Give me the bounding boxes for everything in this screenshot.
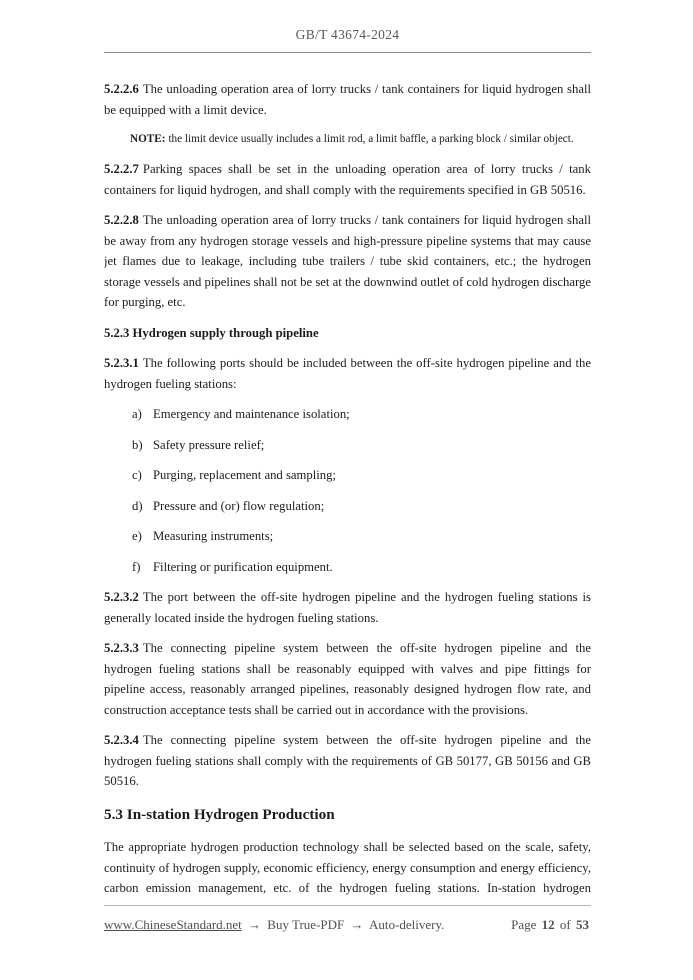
heading-53: 5.3 In-station Hydrogen Production <box>104 805 335 823</box>
footer-delivery-text: Auto-delivery. <box>369 917 445 932</box>
list-marker: b) <box>132 437 143 452</box>
clause-text: The unloading operation area of lorry trucks / tank containers for liquid hydrogen shall be equipped with a limit device. <box>104 82 591 117</box>
list-item <box>104 465 591 486</box>
clause-5233 <box>104 638 591 720</box>
page-label: Page <box>511 917 537 932</box>
of-label: of <box>559 917 571 932</box>
clause-number: 5.2.2.8 <box>104 213 139 227</box>
list-marker: a) <box>132 407 142 421</box>
arrow-right-icon: → <box>248 917 262 932</box>
clause-number: 5.2.3.4 <box>104 733 139 747</box>
list-marker: f) <box>132 559 141 574</box>
list-marker: e) <box>132 529 142 543</box>
clause-5226 <box>104 79 591 120</box>
footer-website-link[interactable]: www.ChineseStandard.net <box>104 917 242 932</box>
clause-number: 5.2.3.3 <box>104 641 139 655</box>
note-text: the limit device usually includes a limit rod, a limit baffle, a parking block / similar object. <box>168 133 574 145</box>
list-item-text: Pressure and (or) flow regulation; <box>153 498 325 513</box>
clause-text: The connecting pipeline system between the off-site hydrogen pipeline and the hydrogen fueling stations shall comply with the requirements of GB 50177, GB 50156 and GB 50516. <box>104 733 591 788</box>
page-body <box>104 53 591 903</box>
clause-number: 5.2.3.1 <box>104 356 139 370</box>
list-item-text: Filtering or purification equipment. <box>153 559 333 574</box>
clause-text: The port between the off-site hydrogen pipeline and the hydrogen fueling stations is generally located inside the hydrogen fueling stations. <box>104 590 591 625</box>
list-item <box>104 435 591 456</box>
page-indicator <box>511 917 591 933</box>
list-item-text: Safety pressure relief; <box>153 437 265 452</box>
clause-5228 <box>104 210 591 313</box>
list-marker: d) <box>132 498 143 513</box>
page-current: 12 <box>541 917 555 932</box>
clause-text: The following ports should be included between the off-site hydrogen pipeline and the hydrogen fueling stations: <box>104 356 591 391</box>
list-item-text: Measuring instruments; <box>153 529 274 543</box>
clause-5231 <box>104 353 591 394</box>
clause-text: The connecting pipeline system between the off-site hydrogen pipeline and the hydrogen fueling stations shall be reasonably equipped with valves and pipe fittings for pipeline access, reasonably arranged pipelines, reasonably designed hydrogen flow rate, and construction acceptance tests shall be carried out in accordance with the provisions. <box>104 641 591 717</box>
clause-text: The unloading operation area of lorry trucks / tank containers for liquid hydrogen shall be away from any hydrogen storage vessels and high-pressure pipeline systems that may cause jet flames due to leakage, including tube trailers / tube skid containers, etc.; the hydrogen storage vessels and pipelines shall not be set at the downwind outlet of cold hydrogen discharge for purging, etc. <box>104 213 591 309</box>
list-item-text: Emergency and maintenance isolation; <box>153 407 350 421</box>
clause-text: Parking spaces shall be set in the unloading operation area of lorry trucks / tank containers for liquid hydrogen, and shall comply with the requirements specified in GB 50516. <box>104 162 591 197</box>
list-item <box>104 557 591 578</box>
clause-number: 5.2.3.2 <box>104 590 139 604</box>
note-paragraph <box>130 132 591 147</box>
heading-523: 5.2.3 Hydrogen supply through pipeline <box>104 325 319 340</box>
note-label: NOTE: <box>130 133 166 145</box>
list-marker: c) <box>132 468 142 482</box>
clause-number: 5.2.2.7 <box>104 162 139 176</box>
paragraph-53: The appropriate hydrogen production technology shall be selected based on the scale, safety, continuity of hydrogen supply, economic efficiency, energy consumption and energy efficiency, carbon emission management, etc. of the hydrogen fueling stations. In-station hydrogen <box>104 840 591 895</box>
footer-buy-text: Buy True-PDF <box>267 917 345 932</box>
clause-number: 5.2.2.6 <box>104 82 139 96</box>
clause-5232 <box>104 587 591 628</box>
list-item-text: Purging, replacement and sampling; <box>153 468 336 482</box>
page-footer <box>104 905 591 977</box>
list-item <box>104 526 591 547</box>
clause-5234 <box>104 730 591 792</box>
document-number-header: GB/T 43674-2024 <box>295 27 400 42</box>
list-item <box>104 496 591 517</box>
footer-branding <box>104 917 444 933</box>
arrow-right-icon: → <box>350 917 364 932</box>
clause-5227 <box>104 159 591 200</box>
page-total: 53 <box>576 917 589 932</box>
list-item <box>104 404 591 425</box>
